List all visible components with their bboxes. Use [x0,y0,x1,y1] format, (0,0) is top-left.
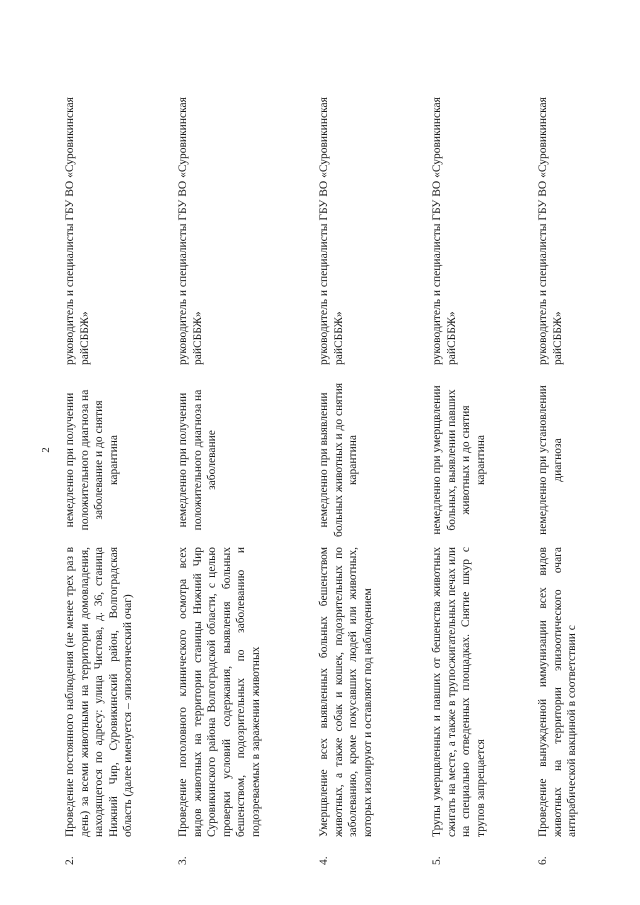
responsible: руководитель и специалисты ГБУ ВО «Суровикинская райСББЖ» [537,97,564,365]
row-number: 6. [537,856,549,865]
measure-description: Проведение вынужденной иммунизации всех видов животных на территории эпизоотического очага антирабической вакциной в соответствии с [537,547,579,837]
row-number: 2. [64,856,76,865]
measure-description: Проведение поголовного клинического осмотра всех видов животных на территории станицы Нижний Чир Суровикинского района Волгоградской области, с целью проверки условий содержания, выявления больных бешенством, подозрительных по заболеванию и подозреваемых в заражении животных [177,547,262,837]
deadline: немедленно при выявлении больных животных и до снятия карантина [318,382,360,538]
responsible: руководитель и специалисты ГБУ ВО «Суровикинская райСББЖ» [177,97,204,365]
deadline: немедленно при установлении диагноза [537,385,564,535]
deadline: немедленно при умерщвлении больных, выявлении павших животных и до снятия карантина [431,385,487,535]
responsible: руководитель и специалисты ГБУ ВО «Суровикинская райСББЖ» [64,97,91,365]
row-number: 3. [177,856,189,865]
deadline: немедленно при получении положительного диагноза на заболевание [177,389,219,531]
row-number: 5. [431,856,443,865]
measure-description: Умерщвление всех выявленных больных бешенством животных, а также собак и кошек, подозрительных по заболеванию, кроме покусавших людей или животных, которых изолируют и оставляют под наблюдением [318,547,374,837]
responsible: руководитель и специалисты ГБУ ВО «Суровикинская райСББЖ» [318,97,345,365]
measure-description: Трупы умерщвленных и павших от бешенства животных сжигать на месте, а также в трупосжигательных печах или на специально отведенных площадках. Снятие шкур с трупов запрещается [431,547,487,837]
measure-description: Проведение постоянного наблюдения (не менее трех раз в день) за всеми животными на территории домовладения, находящегося по адресу: улица Чистова, д. 36, станица Нижний Чир, Суровикинский район, Волгоградская область (далее именуется – эпизоотический очаг) [64,547,135,837]
responsible: руководитель и специалисты ГБУ ВО «Суровикинская райСББЖ» [431,97,458,365]
page-number: 2 [40,447,52,453]
row-number: 4. [318,856,330,865]
deadline: немедленно при получении положительного диагноза на заболевание и до снятия карантина [64,389,120,531]
